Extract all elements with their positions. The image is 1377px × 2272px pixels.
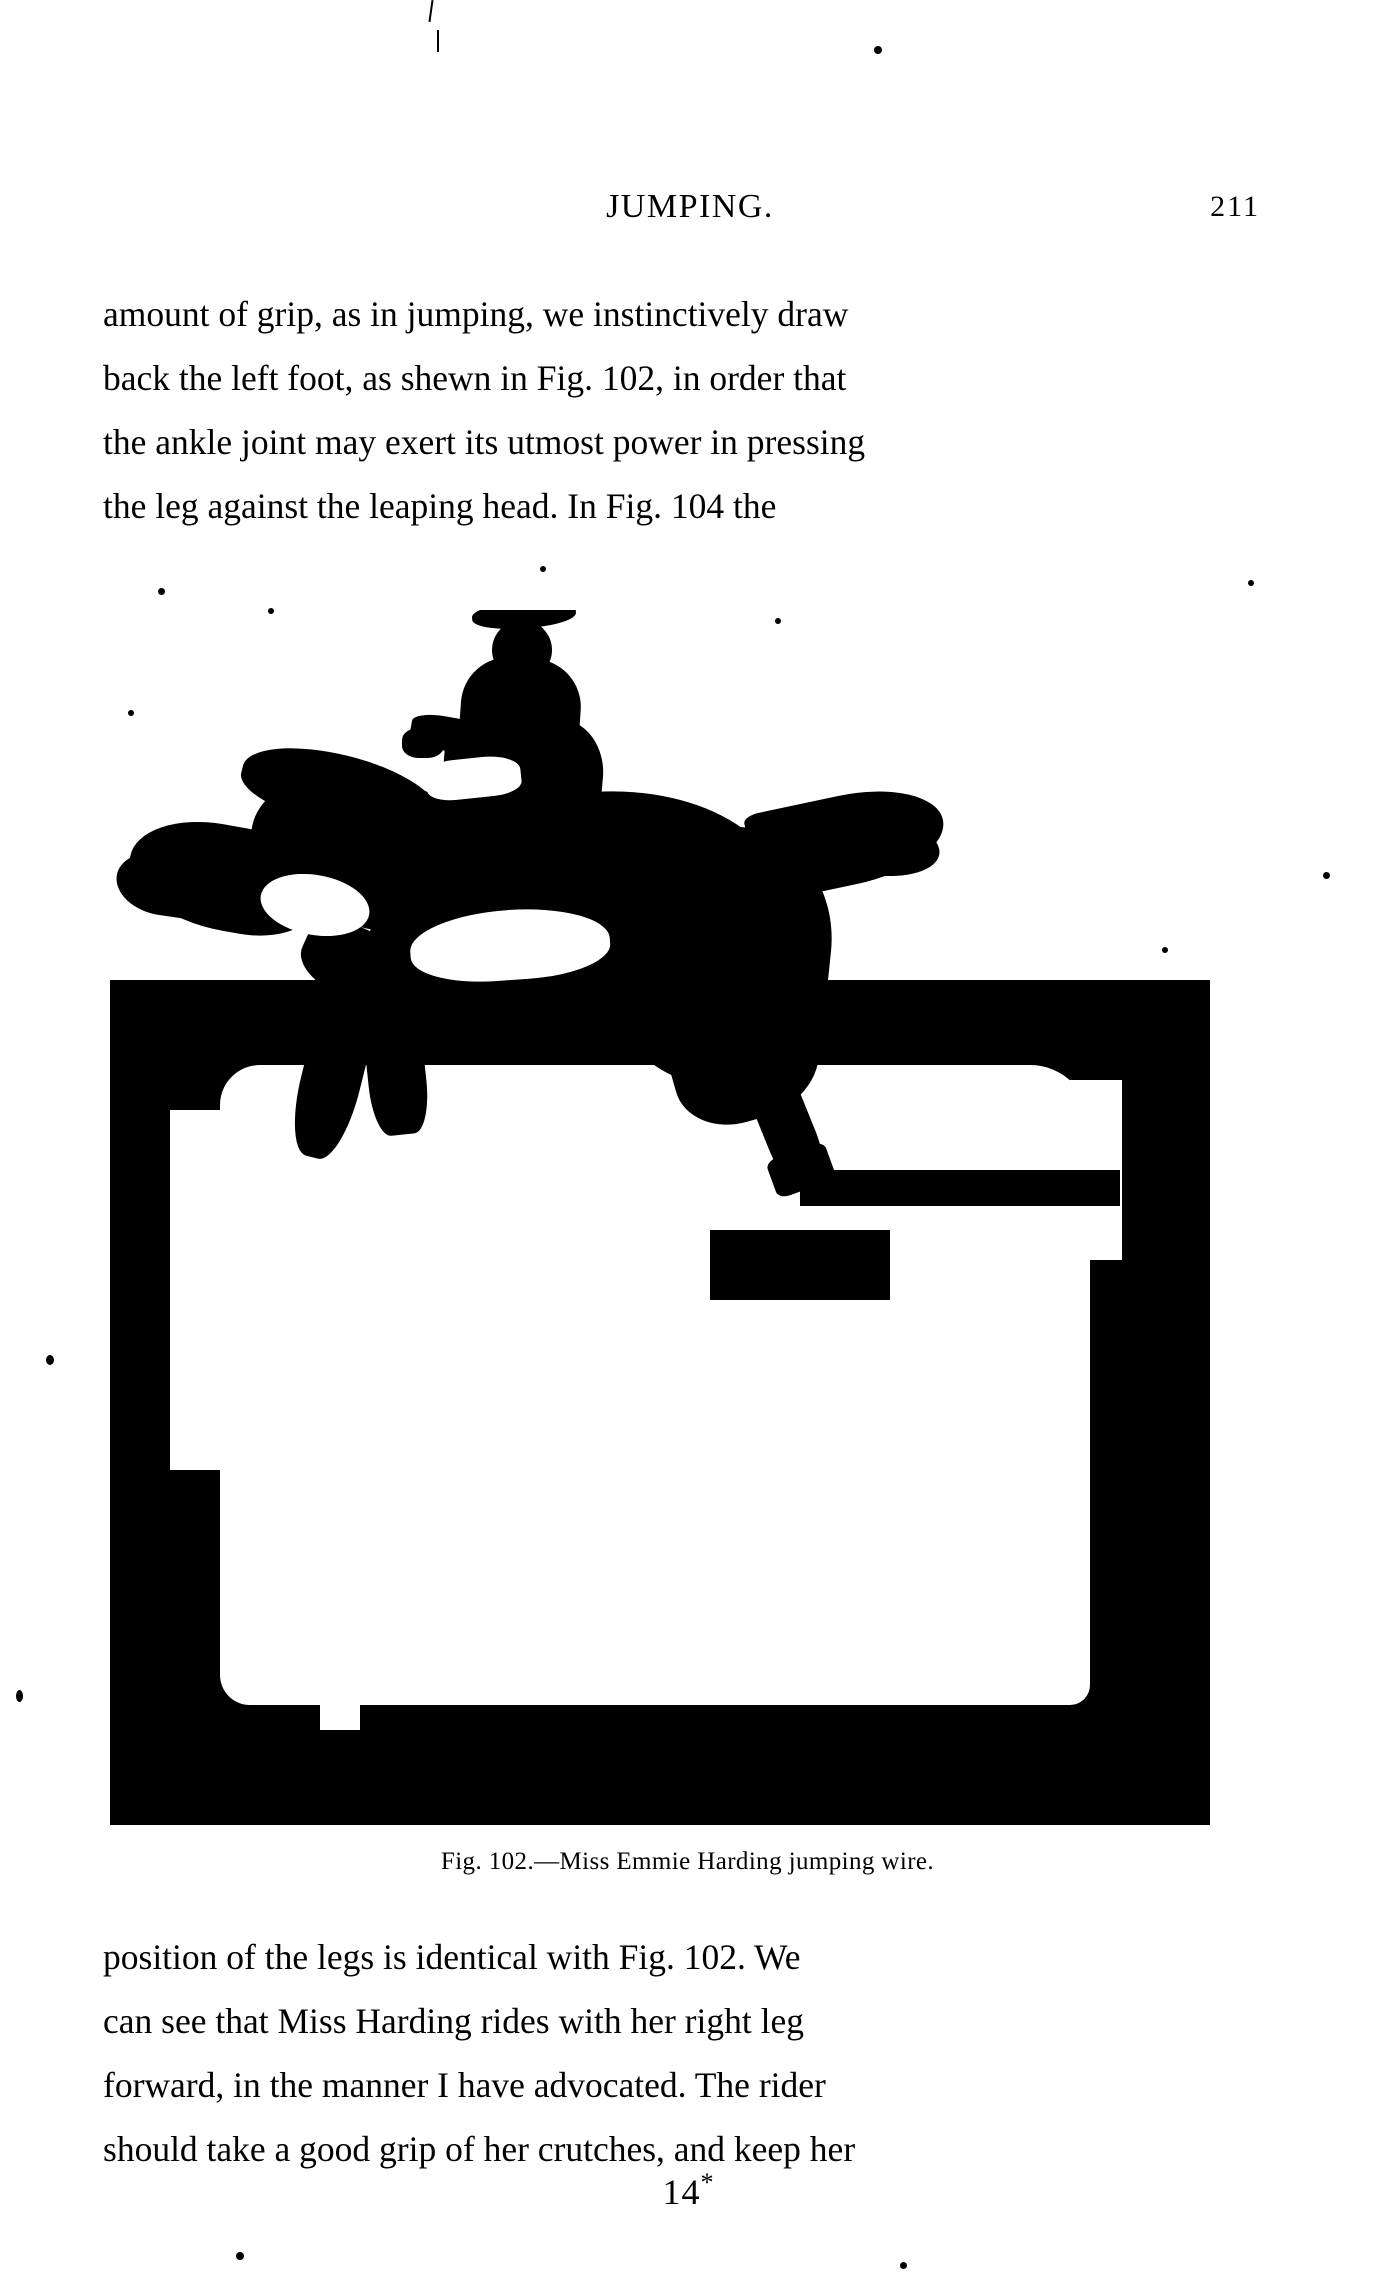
body-paragraph-top [103, 282, 1275, 538]
scan-speck [900, 2262, 907, 2269]
scan-mark-icon [437, 30, 439, 52]
scan-speck [158, 588, 165, 595]
scan-speck [1248, 580, 1254, 586]
text-line: the leg against the leaping head. In Fig. 104 the [103, 486, 777, 526]
signature-number: 14 [662, 2172, 701, 2212]
scan-speck [16, 1690, 23, 1702]
scan-speck [46, 1355, 54, 1365]
text-line: forward, in the manner I have advocated. The rider [103, 2065, 826, 2105]
horse-muzzle [112, 847, 210, 921]
figure-caption: Fig. 102.—Miss Emmie Harding jumping wire. [440, 1848, 935, 1875]
fence-post [320, 1310, 360, 1730]
scan-mark-icon [428, 0, 433, 22]
fence-rail [710, 1230, 890, 1300]
running-head [100, 185, 1280, 231]
scan-speck [1162, 947, 1168, 953]
page-number: 211 [1210, 190, 1260, 223]
body-paragraph-bottom [103, 1925, 1275, 2181]
scan-speck [775, 618, 781, 624]
scan-speck [332, 818, 338, 824]
scan-speck [128, 710, 134, 716]
text-line: can see that Miss Harding rides with her right leg [103, 2001, 804, 2041]
scan-speck [268, 608, 274, 614]
text-line: the ankle joint may exert its utmost power in pressing [103, 422, 866, 462]
text-line: back the left foot, as shewn in Fig. 102, in order that [103, 358, 847, 398]
scan-speck [874, 46, 882, 54]
signature-mark [0, 2168, 1377, 2213]
text-line: should take a good grip of her crutches, and keep her [103, 2129, 856, 2169]
figure-image [110, 610, 1265, 1825]
scan-speck [540, 566, 546, 572]
page-title: JUMPING. [606, 188, 774, 225]
rider-head [492, 620, 552, 680]
rider-hand [402, 728, 444, 758]
fence-rail [800, 1170, 1120, 1206]
fence-post [835, 1065, 877, 1585]
figure-102 [110, 610, 1265, 1825]
scan-speck [1323, 872, 1330, 879]
text-line: amount of grip, as in jumping, we instinctively draw [103, 294, 849, 334]
signature-asterisk: * [700, 2168, 715, 2197]
scan-speck [236, 2252, 244, 2260]
text-line: position of the legs is identical with Fig. 102. We [103, 1937, 801, 1977]
